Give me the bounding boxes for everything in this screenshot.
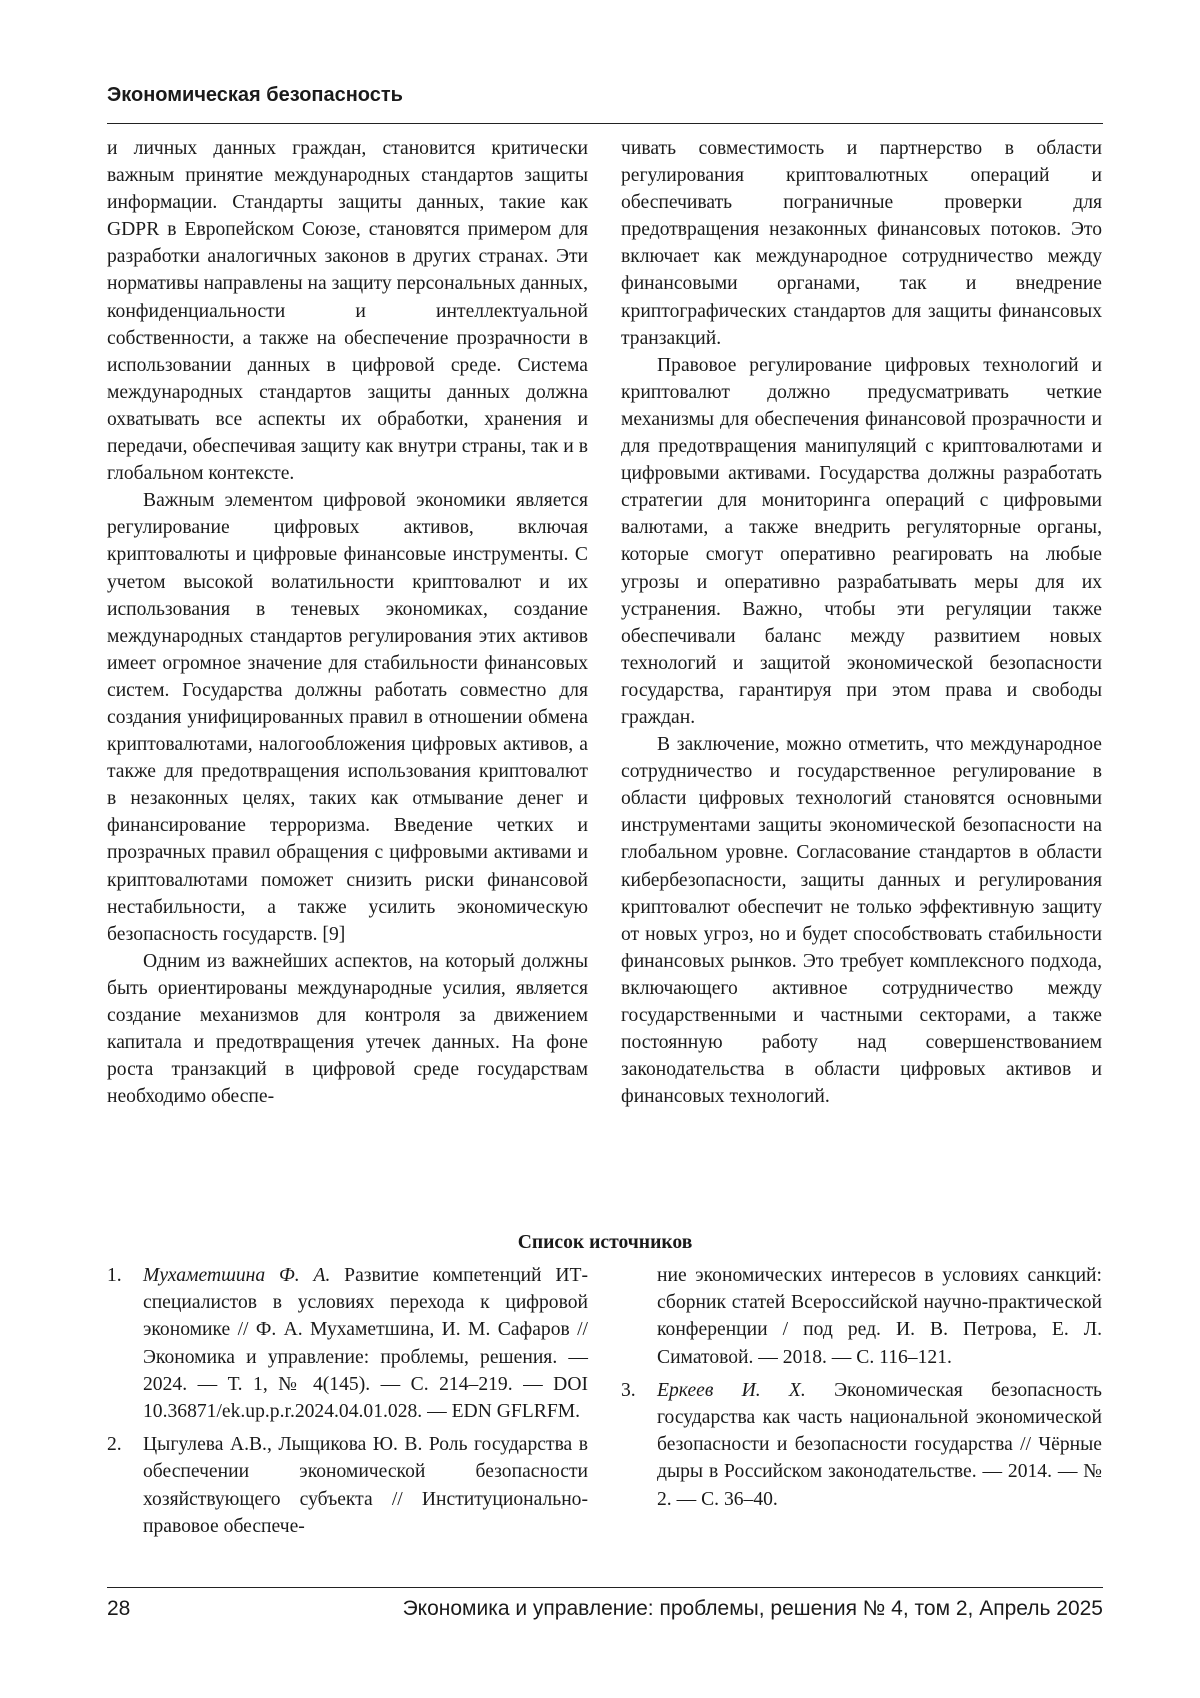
references-column-left bbox=[107, 1262, 588, 1546]
header-rule bbox=[107, 123, 1103, 124]
references-column-right bbox=[621, 1262, 1102, 1519]
references-heading: Список источников bbox=[517, 1232, 693, 1253]
reference-item bbox=[107, 1262, 588, 1425]
reference-text: Экономическая безопасность государства как часть национальной экономической безопасности и безопасности государства // Чёрные дыры в Российском законодательстве. — 2014. — № 2. — С. 36–40. bbox=[657, 1379, 1102, 1510]
reference-text: Развитие компетенций ИТ-специалистов в условиях перехода к цифровой экономике // Ф. А. Мухаметшина, И. М. Сафаров // Экономика и управление: проблемы, решения. — 2024. — Т. 1, № 4(145). — С. 214–219. — DOI 10.36871/ek.up.p.r.2024.04.01.028. — EDN GFLRFM. bbox=[143, 1265, 589, 1423]
footer-rule bbox=[107, 1587, 1103, 1588]
running-header-title: Экономическая безопасность bbox=[107, 84, 403, 106]
journal-citation: Экономика и управление: проблемы, решения № 4, том 2, Апрель 2025 bbox=[402, 1597, 1103, 1620]
reference-item bbox=[621, 1377, 1102, 1513]
body-column-right bbox=[621, 135, 1102, 1110]
paragraph: и личных данных граждан, становится критически важным принятие международных стандартов защиты информации. Стандарты защиты данных, такие как GDPR в Европейском Союзе, становятся примером для разработки аналогичных законов в других странах. Эти нормативы направлены на защиту персональных данных, конфиденциальности и интеллектуальной собственности, а также на обеспечение прозрачности в использовании данных в цифровой среде. Система международных стандартов защиты данных должна охватывать все аспекты их обработки, хранения и передачи, обеспечивая защиту как внутри страны, так и в глобальном контексте. bbox=[107, 138, 588, 485]
reference-number: 3. bbox=[621, 1379, 636, 1401]
page-number: 28 bbox=[107, 1597, 131, 1620]
reference-item bbox=[107, 1431, 588, 1540]
reference-number: 2. bbox=[107, 1434, 122, 1456]
paragraph: Важным элементом цифровой экономики является регулирование цифровых активов, включая криптовалюты и цифровые финансовые инструменты. С учетом высокой волатильности криптовалют и их использования в теневых экономиках, создание международных стандартов регулирования этих активов имеет огромное значение для стабильности финансовых систем. Государства должны работать совместно для создания унифицированных правил в отношении обмена криптовалютами, налогообложения цифровых активов, а также для предотвращения использования криптовалют в незаконных целях, таких как отмывание денег и финансирование терроризма. Введение четких и прозрачных правил обращения с цифровыми активами и криптовалютами поможет снизить риски финансовой нестабильности, а также усилить экономическую безопасность государств. [9] bbox=[107, 490, 588, 945]
paragraph: В заключение, можно отметить, что международное сотрудничество и государственное регулирование в области цифровых технологий становятся основными инструментами защиты экономической безопасности на глобальном уровне. Согласование стандартов в области кибербезопасности, защиты данных и регулирования криптовалют обеспечит не только эффективную защиту от новых угроз, но и будет способствовать стабильности финансовых рынков. Это требует комплексного подхода, включающего активное сотрудничество между государственными и частными секторами, а также постоянную работу над совершенствованием законодательства в области цифровых активов и финансовых технологий. bbox=[621, 734, 1102, 1108]
paragraph: Одним из важнейших аспектов, на который должны быть ориентированы международные усилия, является создание механизмов для контроля за движением капитала и предотвращения утечек данных. На фоне роста транзакций в цифровой среде государствам необходимо обеспе- bbox=[107, 950, 588, 1108]
body-column-left bbox=[107, 135, 588, 1110]
reference-text: Цыгулева А.В., Лыщикова Ю. В. Роль государства в обеспечении экономической безопасности хозяйствующего субъекта // Институционально-правовое обеспече- bbox=[143, 1434, 588, 1537]
reference-number: 1. bbox=[107, 1265, 122, 1286]
reference-text: ние экономических интересов в условиях санкций: сборник статей Всероссийской научно-практической конференции / под ред. И. В. Петрова, Е. Л. Симатовой. — 2018. — С. 116–121. bbox=[657, 1265, 1102, 1368]
paragraph: чивать совместимость и партнерство в области регулирования криптовалютных операций и обеспечивать пограничные проверки для предотвращения незаконных финансовых потоков. Это включает как международное сотрудничество между финансовыми органами, так и внедрение криптографических стандартов для защиты финансовых транзакций. bbox=[621, 138, 1102, 349]
reference-author: Мухаметшина Ф. А. bbox=[143, 1265, 331, 1286]
reference-author: Еркеев И. Х. bbox=[657, 1379, 806, 1401]
paragraph: Правовое регулирование цифровых технологий и криптовалют должно предусматривать четкие механизмы для обеспечения финансовой прозрачности и для предотвращения манипуляций с криптовалютами и цифровыми активами. Государства должны разработать стратегии для мониторинга операций с цифровыми валютами, а также внедрить регуляторные органы, которые смогут оперативно реагировать на любые угрозы и оперативно разрабатывать меры для их устранения. Важно, чтобы эти регуляции также обеспечивали баланс между развитием новых технологий и защитой экономической безопасности государства, гарантируя при этом права и свободы граждан. bbox=[621, 354, 1102, 728]
reference-item-continued bbox=[621, 1262, 1102, 1371]
